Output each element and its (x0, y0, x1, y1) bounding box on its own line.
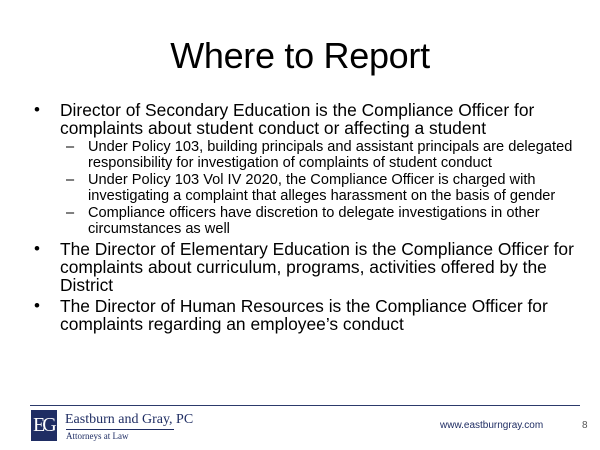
sub-bullet-item (34, 206, 582, 237)
bullet-item (34, 297, 582, 333)
bullet-group (34, 297, 582, 333)
bullet-group (34, 101, 582, 237)
bullet-glyph: • (34, 239, 40, 258)
slide-title: Where to Report (170, 35, 430, 76)
sub-bullet-text: Compliance officers have discretion to delegate investigations in other circumstances as well (88, 205, 540, 237)
firm-subtitle: Attorneys at Law (66, 431, 129, 441)
sub-bullet-glyph: – (66, 172, 75, 188)
firm-name: Eastburn and Gray, PC (65, 412, 194, 427)
bullet-item (34, 240, 582, 294)
bullet-text: The Director of Human Resources is the Compliance Officer for complaints regarding an employee’s conduct (60, 296, 548, 334)
sub-bullet-glyph: – (66, 139, 75, 155)
firm-logo (31, 410, 57, 441)
footer-divider (30, 405, 580, 406)
sub-bullet-item (34, 140, 582, 171)
website-link[interactable]: www.eastburngray.com (440, 420, 544, 431)
bullet-glyph: • (34, 100, 40, 119)
bullet-list (34, 101, 582, 336)
sub-bullet-item (34, 173, 582, 204)
logo-letters: EG (33, 414, 54, 436)
sub-bullet-glyph: – (66, 205, 75, 221)
bullet-group (34, 240, 582, 294)
bullet-text: The Director of Elementary Education is the Compliance Officer for complaints about curriculum, programs, activities offered by the District (60, 239, 574, 295)
bullet-text: Director of Secondary Education is the Compliance Officer for complaints about student conduct or affecting a student (60, 100, 535, 138)
firm-name-rule (66, 429, 174, 430)
bullet-glyph: • (34, 296, 40, 315)
sub-bullet-text: Under Policy 103 Vol IV 2020, the Compliance Officer is charged with investigating a complaint that alleges harassment on the basis of gender (88, 172, 556, 204)
page-number: 8 (582, 420, 588, 431)
sub-bullet-text: Under Policy 103, building principals and assistant principals are delegated responsibility for investigation of complaints of student conduct (88, 139, 573, 171)
bullet-item (34, 101, 582, 137)
